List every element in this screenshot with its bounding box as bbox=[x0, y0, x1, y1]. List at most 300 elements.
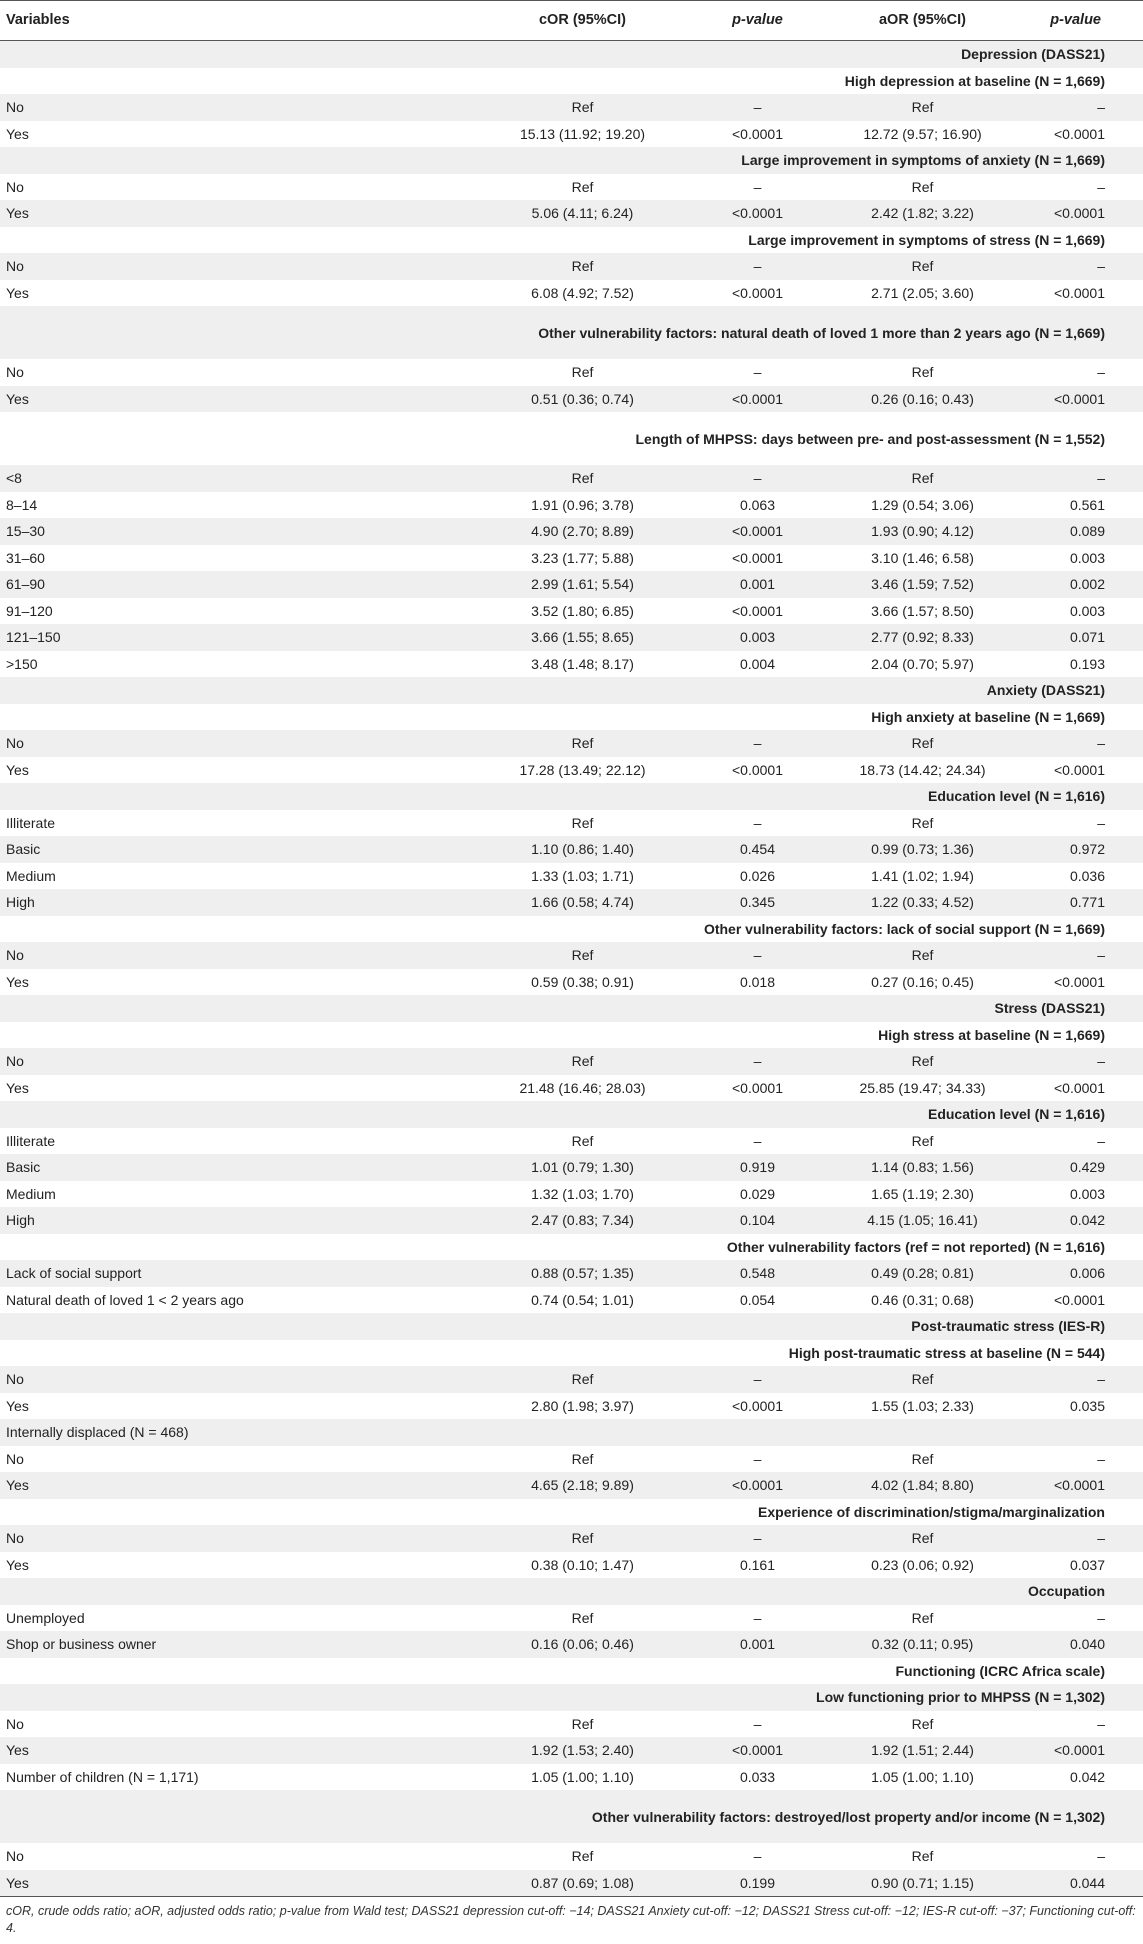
table-row bbox=[0, 1128, 1143, 1155]
table-header bbox=[0, 1, 1143, 41]
cell-p-value-adjusted: 0.429 bbox=[1069, 1159, 1105, 1176]
cell-variable: No bbox=[6, 364, 24, 381]
table-body bbox=[0, 41, 1143, 1897]
cell-p-value-adjusted: – bbox=[1097, 1371, 1105, 1388]
cell-p-value-adjusted: – bbox=[1097, 364, 1105, 381]
cell-variable: 121–150 bbox=[6, 629, 61, 646]
cell-aor: Ref bbox=[911, 1371, 934, 1388]
subheading-row bbox=[0, 1101, 1143, 1128]
cell-cor: 2.47 (0.83; 7.34) bbox=[531, 1212, 634, 1229]
cell-p-value-crude: – bbox=[753, 258, 762, 275]
cell-cor: 1.92 (1.53; 2.40) bbox=[531, 1742, 634, 1759]
cell-aor: 1.29 (0.54; 3.06) bbox=[871, 496, 974, 513]
table-row bbox=[0, 942, 1143, 969]
cell-aor: 1.22 (0.33; 4.52) bbox=[871, 894, 974, 911]
cell-p-value-adjusted: – bbox=[1097, 1848, 1105, 1865]
cell-variable: Medium bbox=[6, 867, 56, 884]
cell-p-value-adjusted: 0.003 bbox=[1069, 1185, 1105, 1202]
subheading-row bbox=[0, 68, 1143, 95]
cell-cor: Ref bbox=[571, 1609, 594, 1626]
subheading: Other vulnerability factors: natural death of loved 1 more than 2 years ago (N = 1,669) bbox=[538, 324, 1105, 341]
cell-cor: 17.28 (13.49; 22.12) bbox=[519, 761, 646, 778]
cell-p-value-crude: <0.0001 bbox=[732, 1742, 783, 1759]
cell-aor: Ref bbox=[911, 1450, 934, 1467]
cell-cor: Ref bbox=[571, 364, 594, 381]
cell-p-value-crude: <0.0001 bbox=[732, 523, 783, 540]
cell-aor: 2.77 (0.92; 8.33) bbox=[871, 629, 974, 646]
cell-p-value-crude: <0.0001 bbox=[732, 549, 783, 566]
cell-p-value-adjusted: – bbox=[1097, 1715, 1105, 1732]
cell-p-value-crude: – bbox=[753, 1848, 762, 1865]
cell-p-value-adjusted: – bbox=[1097, 1609, 1105, 1626]
cell-variable: Natural death of loved 1 < 2 years ago bbox=[6, 1291, 244, 1308]
cell-aor: 12.72 (9.57; 16.90) bbox=[863, 125, 982, 142]
cell-cor: Ref bbox=[571, 1530, 594, 1547]
cell-p-value-crude: 0.161 bbox=[739, 1556, 776, 1573]
table-row bbox=[0, 1870, 1143, 1897]
table-row bbox=[0, 1207, 1143, 1234]
cell-aor: 4.02 (1.84; 8.80) bbox=[871, 1477, 974, 1494]
subheading-row bbox=[0, 1340, 1143, 1367]
table-row bbox=[0, 1154, 1143, 1181]
cell-cor: 3.66 (1.55; 8.65) bbox=[531, 629, 634, 646]
cell-cor: 3.23 (1.77; 5.88) bbox=[531, 549, 634, 566]
cell-p-value-crude: <0.0001 bbox=[732, 761, 783, 778]
subheading: Large improvement in symptoms of stress (N = 1,669) bbox=[748, 231, 1105, 248]
cell-cor: 1.33 (1.03; 1.71) bbox=[531, 867, 634, 884]
cell-p-value-crude: – bbox=[753, 1053, 762, 1070]
cell-variable: >150 bbox=[6, 655, 38, 672]
cell-p-value-adjusted: – bbox=[1097, 814, 1105, 831]
cell-aor: Ref bbox=[911, 99, 934, 116]
cell-aor: 1.41 (1.02; 1.94) bbox=[871, 867, 974, 884]
cell-p-value-crude: <0.0001 bbox=[732, 125, 783, 142]
table-row bbox=[0, 518, 1143, 545]
cell-p-value-adjusted: 0.561 bbox=[1069, 496, 1105, 513]
table-row bbox=[0, 1711, 1143, 1738]
table-row bbox=[0, 1605, 1143, 1632]
cell-p-value-adjusted: 0.003 bbox=[1069, 602, 1105, 619]
header-cor: cOR (95%CI) bbox=[475, 1, 690, 41]
subheading-row bbox=[0, 1790, 1143, 1843]
cell-cor: Ref bbox=[571, 947, 594, 964]
cell-p-value-adjusted: <0.0001 bbox=[1054, 1079, 1105, 1096]
table-row bbox=[0, 1075, 1143, 1102]
cell-p-value-adjusted: 0.071 bbox=[1069, 629, 1105, 646]
cell-p-value-adjusted: <0.0001 bbox=[1054, 973, 1105, 990]
cell-p-value-crude: – bbox=[753, 947, 762, 964]
cell-variable: No bbox=[6, 1848, 24, 1865]
cell-aor: Ref bbox=[911, 1609, 934, 1626]
cell-variable: Yes bbox=[6, 125, 29, 142]
cell-p-value-adjusted: 0.044 bbox=[1069, 1874, 1105, 1891]
cell-p-value-adjusted: 0.089 bbox=[1069, 523, 1105, 540]
cell-variable: No bbox=[6, 735, 24, 752]
cell-p-value-crude: – bbox=[753, 99, 762, 116]
cell-p-value-crude: <0.0001 bbox=[732, 602, 783, 619]
section-heading: Post-traumatic stress (IES-R) bbox=[911, 1318, 1105, 1335]
table-row bbox=[0, 969, 1143, 996]
cell-variable: Yes bbox=[6, 205, 29, 222]
cell-variable: 61–90 bbox=[6, 576, 45, 593]
table-row bbox=[0, 1472, 1143, 1499]
subheading-row bbox=[0, 227, 1143, 254]
table-row bbox=[0, 121, 1143, 148]
cell-p-value-adjusted: – bbox=[1097, 99, 1105, 116]
table-row bbox=[0, 1366, 1143, 1393]
cell-cor: Ref bbox=[571, 258, 594, 275]
cell-variable: 91–120 bbox=[6, 602, 53, 619]
cell-cor: 0.51 (0.36; 0.74) bbox=[531, 390, 634, 407]
cell-variable: Yes bbox=[6, 1477, 29, 1494]
cell-cor: Ref bbox=[571, 1715, 594, 1732]
cell-variable: High bbox=[6, 894, 35, 911]
cell-aor: 3.46 (1.59; 7.52) bbox=[871, 576, 974, 593]
cell-aor: Ref bbox=[911, 178, 934, 195]
table-row bbox=[0, 253, 1143, 280]
table-row bbox=[0, 836, 1143, 863]
cell-variable: Yes bbox=[6, 284, 29, 301]
cell-variable: Yes bbox=[6, 1079, 29, 1096]
cell-p-value-crude: – bbox=[753, 1715, 762, 1732]
cell-variable: 8–14 bbox=[6, 496, 38, 513]
table-row bbox=[0, 545, 1143, 572]
subheading: Other vulnerability factors: destroyed/lost property and/or income (N = 1,302) bbox=[591, 1808, 1105, 1825]
cell-p-value-adjusted: – bbox=[1097, 470, 1105, 487]
cell-variable: Yes bbox=[6, 1556, 29, 1573]
cell-aor: 3.10 (1.46; 6.58) bbox=[871, 549, 974, 566]
cell-aor: 1.55 (1.03; 2.33) bbox=[871, 1397, 974, 1414]
subheading: Experience of discrimination/stigma/marginalization bbox=[758, 1503, 1105, 1520]
table-row bbox=[0, 1419, 1143, 1446]
section-heading-row bbox=[0, 1658, 1143, 1685]
cell-variable: 15–30 bbox=[6, 523, 45, 540]
cell-p-value-crude: <0.0001 bbox=[732, 1477, 783, 1494]
cell-p-value-adjusted: 0.036 bbox=[1069, 867, 1105, 884]
cell-p-value-crude: – bbox=[753, 1132, 762, 1149]
cell-cor: 1.10 (0.86; 1.40) bbox=[531, 841, 634, 858]
header-variables: Variables bbox=[0, 1, 475, 41]
subheading: Other vulnerability factors: lack of social support (N = 1,669) bbox=[703, 920, 1105, 937]
cell-cor: 0.74 (0.54; 1.01) bbox=[531, 1291, 634, 1308]
subheading: High stress at baseline (N = 1,669) bbox=[878, 1026, 1105, 1043]
cell-variable: Unemployed bbox=[6, 1609, 85, 1626]
cell-aor: Ref bbox=[911, 1848, 934, 1865]
cell-cor: 15.13 (11.92; 19.20) bbox=[519, 125, 646, 142]
cell-aor: Ref bbox=[911, 735, 934, 752]
subheading: High post-traumatic stress at baseline (N = 544) bbox=[788, 1344, 1105, 1361]
cell-aor: Ref bbox=[911, 947, 934, 964]
table-row bbox=[0, 730, 1143, 757]
cell-cor: 5.06 (4.11; 6.24) bbox=[531, 205, 634, 222]
cell-aor: 1.65 (1.19; 2.30) bbox=[871, 1185, 974, 1202]
table-row bbox=[0, 863, 1143, 890]
table-row bbox=[0, 624, 1143, 651]
table-row bbox=[0, 492, 1143, 519]
table-row bbox=[0, 889, 1143, 916]
cell-variable: High bbox=[6, 1212, 35, 1229]
cell-aor: Ref bbox=[911, 1530, 934, 1547]
table-row bbox=[0, 1552, 1143, 1579]
cell-aor: 0.46 (0.31; 0.68) bbox=[871, 1291, 974, 1308]
cell-cor: Ref bbox=[571, 1053, 594, 1070]
cell-variable: Yes bbox=[6, 1742, 29, 1759]
cell-variable: Shop or business owner bbox=[6, 1636, 157, 1653]
section-heading-row bbox=[0, 677, 1143, 704]
cell-aor: 2.04 (0.70; 5.97) bbox=[871, 655, 974, 672]
cell-p-value-crude: <0.0001 bbox=[732, 284, 783, 301]
cell-cor: 3.52 (1.80; 6.85) bbox=[531, 602, 634, 619]
cell-p-value-crude: – bbox=[753, 470, 762, 487]
cell-p-value-crude: 0.199 bbox=[739, 1874, 776, 1891]
cell-aor: 1.14 (0.83; 1.56) bbox=[871, 1159, 974, 1176]
table-row bbox=[0, 200, 1143, 227]
cell-p-value-crude: 0.004 bbox=[739, 655, 776, 672]
table-row bbox=[0, 94, 1143, 121]
cell-p-value-adjusted: 0.037 bbox=[1069, 1556, 1105, 1573]
cell-variable: Yes bbox=[6, 973, 29, 990]
cell-variable: Medium bbox=[6, 1185, 56, 1202]
cell-p-value-crude: 0.026 bbox=[739, 867, 776, 884]
cell-p-value-crude: 0.003 bbox=[739, 629, 776, 646]
table-row bbox=[0, 359, 1143, 386]
section-heading-row bbox=[0, 41, 1143, 68]
cell-cor: 0.88 (0.57; 1.35) bbox=[531, 1265, 634, 1282]
subheading: Education level (N = 1,616) bbox=[927, 1106, 1105, 1123]
cell-p-value-adjusted: – bbox=[1097, 258, 1105, 275]
cell-cor: 4.65 (2.18; 9.89) bbox=[531, 1477, 634, 1494]
section-heading: Anxiety (DASS21) bbox=[986, 682, 1105, 699]
cell-cor: 1.66 (0.58; 4.74) bbox=[531, 894, 634, 911]
header-aor: aOR (95%CI) bbox=[825, 1, 1020, 41]
cell-aor: 0.23 (0.06; 0.92) bbox=[871, 1556, 974, 1573]
cell-p-value-adjusted bbox=[1020, 1419, 1143, 1446]
header-p-value-adjusted: p-value bbox=[1020, 1, 1143, 41]
subheading-row bbox=[0, 1578, 1143, 1605]
subheading: High depression at baseline (N = 1,669) bbox=[844, 72, 1105, 89]
table-row bbox=[0, 1446, 1143, 1473]
cell-p-value-adjusted: 0.003 bbox=[1069, 549, 1105, 566]
cell-cor: Ref bbox=[571, 735, 594, 752]
cell-variable: No bbox=[6, 99, 24, 116]
cell-cor: 2.99 (1.61; 5.54) bbox=[531, 576, 634, 593]
cell-p-value-crude: 0.919 bbox=[739, 1159, 776, 1176]
cell-aor: Ref bbox=[911, 364, 934, 381]
subheading: Low functioning prior to MHPSS (N = 1,302) bbox=[816, 1689, 1105, 1706]
cell-cor: Ref bbox=[571, 814, 594, 831]
cell-cor: Ref bbox=[571, 1132, 594, 1149]
cell-cor: 1.32 (1.03; 1.70) bbox=[531, 1185, 634, 1202]
cell-aor bbox=[825, 1419, 1020, 1446]
cell-p-value-adjusted: 0.771 bbox=[1069, 894, 1105, 911]
cell-p-value-adjusted: <0.0001 bbox=[1054, 1477, 1105, 1494]
cell-p-value-adjusted: 0.042 bbox=[1069, 1768, 1105, 1785]
cell-p-value-crude: <0.0001 bbox=[732, 1397, 783, 1414]
table-row bbox=[0, 465, 1143, 492]
cell-aor: 1.93 (0.90; 4.12) bbox=[871, 523, 974, 540]
cell-p-value-crude: 0.345 bbox=[739, 894, 776, 911]
cell-variable: Basic bbox=[6, 841, 41, 858]
subheading: Length of MHPSS: days between pre- and post-assessment (N = 1,552) bbox=[635, 430, 1105, 447]
cell-variable: Lack of social support bbox=[6, 1265, 142, 1282]
cell-variable: No bbox=[6, 1450, 24, 1467]
cell-p-value-crude: – bbox=[753, 814, 762, 831]
table-row bbox=[0, 757, 1143, 784]
cell-p-value-crude: 0.001 bbox=[739, 576, 776, 593]
cell-p-value-crude: – bbox=[753, 735, 762, 752]
subheading-row bbox=[0, 1684, 1143, 1711]
table-row bbox=[0, 1525, 1143, 1552]
cell-aor: 1.05 (1.00; 1.10) bbox=[871, 1768, 974, 1785]
section-heading: Stress (DASS21) bbox=[994, 1000, 1105, 1017]
table-row bbox=[0, 1737, 1143, 1764]
cell-p-value-adjusted: 0.035 bbox=[1069, 1397, 1105, 1414]
subheading: Other vulnerability factors (ref = not reported) (N = 1,616) bbox=[726, 1238, 1105, 1255]
cell-cor: 21.48 (16.46; 28.03) bbox=[519, 1079, 646, 1096]
cell-cor: Ref bbox=[571, 178, 594, 195]
cell-p-value-crude: 0.001 bbox=[739, 1636, 776, 1653]
cell-p-value-adjusted: – bbox=[1097, 178, 1105, 195]
section-heading-row bbox=[0, 995, 1143, 1022]
cell-p-value-adjusted: 0.193 bbox=[1069, 655, 1105, 672]
cell-aor: 4.15 (1.05; 16.41) bbox=[867, 1212, 978, 1229]
cell-variable: No bbox=[6, 1715, 24, 1732]
cell-variable: Yes bbox=[6, 390, 29, 407]
cell-p-value-adjusted: 0.006 bbox=[1069, 1265, 1105, 1282]
cell-cor: 0.87 (0.69; 1.08) bbox=[531, 1874, 634, 1891]
cell-cor: 0.38 (0.10; 1.47) bbox=[531, 1556, 634, 1573]
subheading: Occupation bbox=[1027, 1583, 1105, 1600]
cell-aor: 2.42 (1.82; 3.22) bbox=[871, 205, 974, 222]
cell-p-value-adjusted: – bbox=[1097, 735, 1105, 752]
subheading-row bbox=[0, 147, 1143, 174]
cell-p-value-adjusted: – bbox=[1097, 1132, 1105, 1149]
cell-cor bbox=[475, 1419, 690, 1446]
cell-p-value-crude: <0.0001 bbox=[732, 205, 783, 222]
table-row bbox=[0, 571, 1143, 598]
cell-aor: Ref bbox=[911, 1132, 934, 1149]
cell-p-value-crude: 0.063 bbox=[739, 496, 776, 513]
table-row bbox=[0, 1287, 1143, 1314]
cell-variable: Number of children (N = 1,171) bbox=[6, 1768, 199, 1785]
cell-variable: Basic bbox=[6, 1159, 41, 1176]
cell-aor: 2.71 (2.05; 3.60) bbox=[871, 284, 974, 301]
cell-variable: No bbox=[6, 1371, 24, 1388]
cell-p-value-adjusted: 0.972 bbox=[1069, 841, 1105, 858]
cell-aor: 25.85 (19.47; 34.33) bbox=[859, 1079, 986, 1096]
subheading-row bbox=[0, 412, 1143, 465]
cell-aor: 0.49 (0.28; 0.81) bbox=[871, 1265, 974, 1282]
cell-p-value-adjusted: – bbox=[1097, 947, 1105, 964]
cell-variable: Yes bbox=[6, 1397, 29, 1414]
table-row bbox=[0, 1764, 1143, 1791]
cell-cor: 3.48 (1.48; 8.17) bbox=[531, 655, 634, 672]
cell-variable: No bbox=[6, 1530, 24, 1547]
cell-p-value-crude: 0.454 bbox=[739, 841, 776, 858]
header-p-value-crude: p-value bbox=[690, 1, 825, 41]
table-footnote: cOR, crude odds ratio; aOR, adjusted odds ratio; p-value from Wald test; DASS21 depression cut-off: −14; DASS21 Anxiety cut-off: −12; DASS21 Stress cut-off: −12; IES-R cut-off: −37; Functioning cut-off: 4. bbox=[0, 1897, 1143, 1942]
subheading-row bbox=[0, 1499, 1143, 1526]
cell-cor: 1.91 (0.96; 3.78) bbox=[531, 496, 634, 513]
cell-p-value-adjusted: <0.0001 bbox=[1054, 761, 1105, 778]
cell-p-value-adjusted: <0.0001 bbox=[1054, 390, 1105, 407]
cell-aor: Ref bbox=[911, 1715, 934, 1732]
cell-p-value-adjusted: – bbox=[1097, 1530, 1105, 1547]
table-row bbox=[0, 1843, 1143, 1870]
cell-cor: Ref bbox=[571, 470, 594, 487]
cell-aor: 0.99 (0.73; 1.36) bbox=[871, 841, 974, 858]
cell-variable: Illiterate bbox=[6, 814, 56, 831]
cell-p-value-crude: – bbox=[753, 1371, 762, 1388]
cell-p-value-crude: 0.029 bbox=[739, 1185, 776, 1202]
cell-p-value-crude: – bbox=[753, 1450, 762, 1467]
cell-p-value-crude: <0.0001 bbox=[732, 390, 783, 407]
cell-p-value-adjusted: <0.0001 bbox=[1054, 1291, 1105, 1308]
cell-variable: Illiterate bbox=[6, 1132, 56, 1149]
cell-variable: <8 bbox=[6, 470, 22, 487]
cell-variable: 31–60 bbox=[6, 549, 45, 566]
cell-aor: 3.66 (1.57; 8.50) bbox=[871, 602, 974, 619]
cell-p-value-crude: – bbox=[753, 178, 762, 195]
table-row bbox=[0, 174, 1143, 201]
cell-p-value-crude: 0.054 bbox=[739, 1291, 776, 1308]
table-row bbox=[0, 651, 1143, 678]
cell-variable: Yes bbox=[6, 761, 29, 778]
subheading-row bbox=[0, 916, 1143, 943]
subheading-row bbox=[0, 1022, 1143, 1049]
cell-cor: 1.01 (0.79; 1.30) bbox=[531, 1159, 634, 1176]
table-row bbox=[0, 1048, 1143, 1075]
cell-p-value-adjusted: 0.042 bbox=[1069, 1212, 1105, 1229]
cell-p-value-crude: <0.0001 bbox=[732, 1079, 783, 1096]
subheading-row bbox=[0, 1234, 1143, 1261]
cell-aor: Ref bbox=[911, 258, 934, 275]
cell-variable: No bbox=[6, 947, 24, 964]
cell-p-value-adjusted: <0.0001 bbox=[1054, 284, 1105, 301]
cell-aor: 0.27 (0.16; 0.45) bbox=[871, 973, 974, 990]
cell-p-value-crude: – bbox=[753, 364, 762, 381]
cell-p-value-adjusted: 0.040 bbox=[1069, 1636, 1105, 1653]
cell-p-value-adjusted: <0.0001 bbox=[1054, 125, 1105, 142]
cell-p-value-adjusted: <0.0001 bbox=[1054, 205, 1105, 222]
table-row bbox=[0, 386, 1143, 413]
section-heading: Depression (DASS21) bbox=[961, 46, 1105, 63]
cell-p-value-crude bbox=[690, 1419, 825, 1446]
cell-cor: 4.90 (2.70; 8.89) bbox=[531, 523, 634, 540]
cell-aor: 1.92 (1.51; 2.44) bbox=[871, 1742, 974, 1759]
cell-p-value-adjusted: – bbox=[1097, 1450, 1105, 1467]
cell-variable: No bbox=[6, 178, 24, 195]
table-row bbox=[0, 1260, 1143, 1287]
cell-cor: Ref bbox=[571, 1371, 594, 1388]
cell-cor: Ref bbox=[571, 1450, 594, 1467]
section-heading-row bbox=[0, 1313, 1143, 1340]
cell-aor: 0.90 (0.71; 1.15) bbox=[871, 1874, 974, 1891]
cell-p-value-crude: 0.104 bbox=[739, 1212, 776, 1229]
subheading-row bbox=[0, 306, 1143, 359]
cell-variable: Internally displaced (N = 468) bbox=[6, 1424, 189, 1441]
cell-cor: 1.05 (1.00; 1.10) bbox=[531, 1768, 634, 1785]
cell-cor: 0.59 (0.38; 0.91) bbox=[531, 973, 634, 990]
cell-aor: Ref bbox=[911, 814, 934, 831]
cell-cor: 6.08 (4.92; 7.52) bbox=[531, 284, 634, 301]
cell-aor: 0.32 (0.11; 0.95) bbox=[871, 1636, 974, 1653]
table-row bbox=[0, 1181, 1143, 1208]
cell-aor: Ref bbox=[911, 470, 934, 487]
table-row bbox=[0, 598, 1143, 625]
cell-p-value-crude: – bbox=[753, 1530, 762, 1547]
cell-cor: Ref bbox=[571, 1848, 594, 1865]
